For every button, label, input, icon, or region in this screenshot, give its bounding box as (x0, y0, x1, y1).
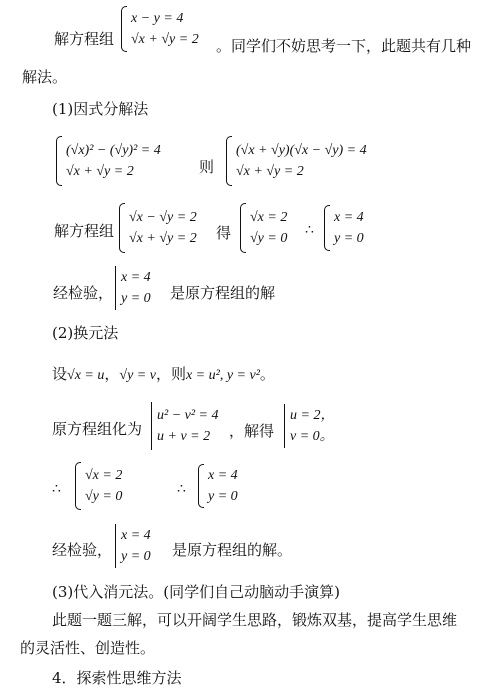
equation: x − y = 4 (131, 11, 184, 26)
method1-heading: (1)因式分解法 (52, 100, 149, 118)
bar (151, 402, 152, 450)
check-prefix: 经检验， (52, 541, 113, 559)
equation: u + v = 2 (157, 429, 211, 444)
substitution-line (52, 363, 275, 384)
therefore-symbol: ∴ (177, 481, 186, 497)
intro-system (121, 6, 199, 52)
equation: (√x + √y)(√x − √y) = 4 (236, 143, 367, 158)
bar (115, 266, 116, 310)
transform-prefix: 原方程组化为 (52, 420, 143, 438)
check-suffix: 是原方程组的解。 (172, 541, 293, 559)
intro-suffix: 。同学们不妨思考一下，此题共有几种 (216, 37, 472, 55)
method2-heading: (2)换元法 (52, 324, 119, 342)
conclusion-line1: 此题一题三解，可以开阔学生思路，锻炼双基，提高学生思维 (52, 611, 458, 629)
equation: u² − v² = 4 (157, 408, 219, 423)
equation: v = 0。 (290, 429, 334, 444)
equation: y = 0 (121, 291, 151, 306)
brace (56, 136, 62, 186)
bar (284, 404, 285, 448)
equation: x = 4 (121, 528, 151, 543)
equation: x = 4 (121, 270, 151, 285)
equation: x = 4 (208, 468, 238, 483)
intro-line2: 解法。 (22, 68, 68, 86)
conclusion-line2: 的灵活性、创造性。 (20, 639, 156, 657)
system-a (56, 136, 161, 186)
check-system (115, 266, 151, 310)
sub-then: ，则 (155, 365, 186, 383)
system-d (240, 203, 287, 253)
equation: √x + √y = 2 (129, 231, 197, 246)
check-suffix: 是原方程组的解 (170, 284, 276, 302)
brace (121, 6, 127, 52)
equation: √x + √y = 2 (236, 164, 304, 179)
therefore-symbol: ∴ (305, 222, 314, 238)
equation: x = 4 (334, 210, 364, 225)
equation: y = 0 (208, 489, 238, 504)
brace (240, 203, 246, 253)
then-word: 则 (199, 158, 215, 176)
bar (115, 524, 116, 568)
equation: y = 0 (121, 549, 151, 564)
system-i (198, 464, 238, 508)
sub-end: 。 (259, 365, 275, 383)
method3-heading: (3)代入消元法。(同学们自己动脑动手演算) (52, 583, 340, 601)
system-e (324, 205, 364, 251)
system-h (75, 462, 122, 510)
check-prefix: 经检验， (53, 284, 114, 302)
system-c (119, 203, 197, 253)
equation: √y = 0 (85, 489, 123, 504)
solve-word: ，解得 (229, 422, 275, 440)
sub-b: √y = v (119, 368, 156, 383)
brace (119, 203, 125, 253)
brace (198, 464, 204, 508)
equation: √x = 2 (85, 468, 123, 483)
section-heading: 4．探索性思维方法 (52, 669, 182, 687)
equation: (√x)² − (√y)² = 4 (66, 143, 161, 158)
system-b (226, 136, 367, 186)
sub-a: √x = u (67, 368, 105, 383)
equation: y = 0 (334, 231, 364, 246)
brace (75, 462, 81, 510)
equation: √x + √y = 2 (66, 164, 134, 179)
equation: √x = 2 (250, 210, 288, 225)
therefore-symbol: ∴ (52, 481, 61, 497)
sub-prefix: 设 (52, 365, 68, 383)
check-system (115, 524, 151, 568)
sub-c: x = u², y = v² (185, 368, 260, 383)
intro-prefix: 解方程组 (54, 30, 115, 48)
equation: u = 2， (290, 408, 335, 423)
equation: √y = 0 (250, 231, 288, 246)
solve-prefix: 解方程组 (54, 222, 115, 240)
sub-sep: ， (104, 365, 120, 383)
equation: √x + √y = 2 (131, 32, 199, 47)
equation: √x − √y = 2 (129, 210, 197, 225)
system-g (284, 404, 334, 448)
brace (226, 136, 232, 186)
get-word: 得 (216, 224, 232, 242)
system-f (151, 402, 219, 450)
brace (324, 205, 330, 251)
